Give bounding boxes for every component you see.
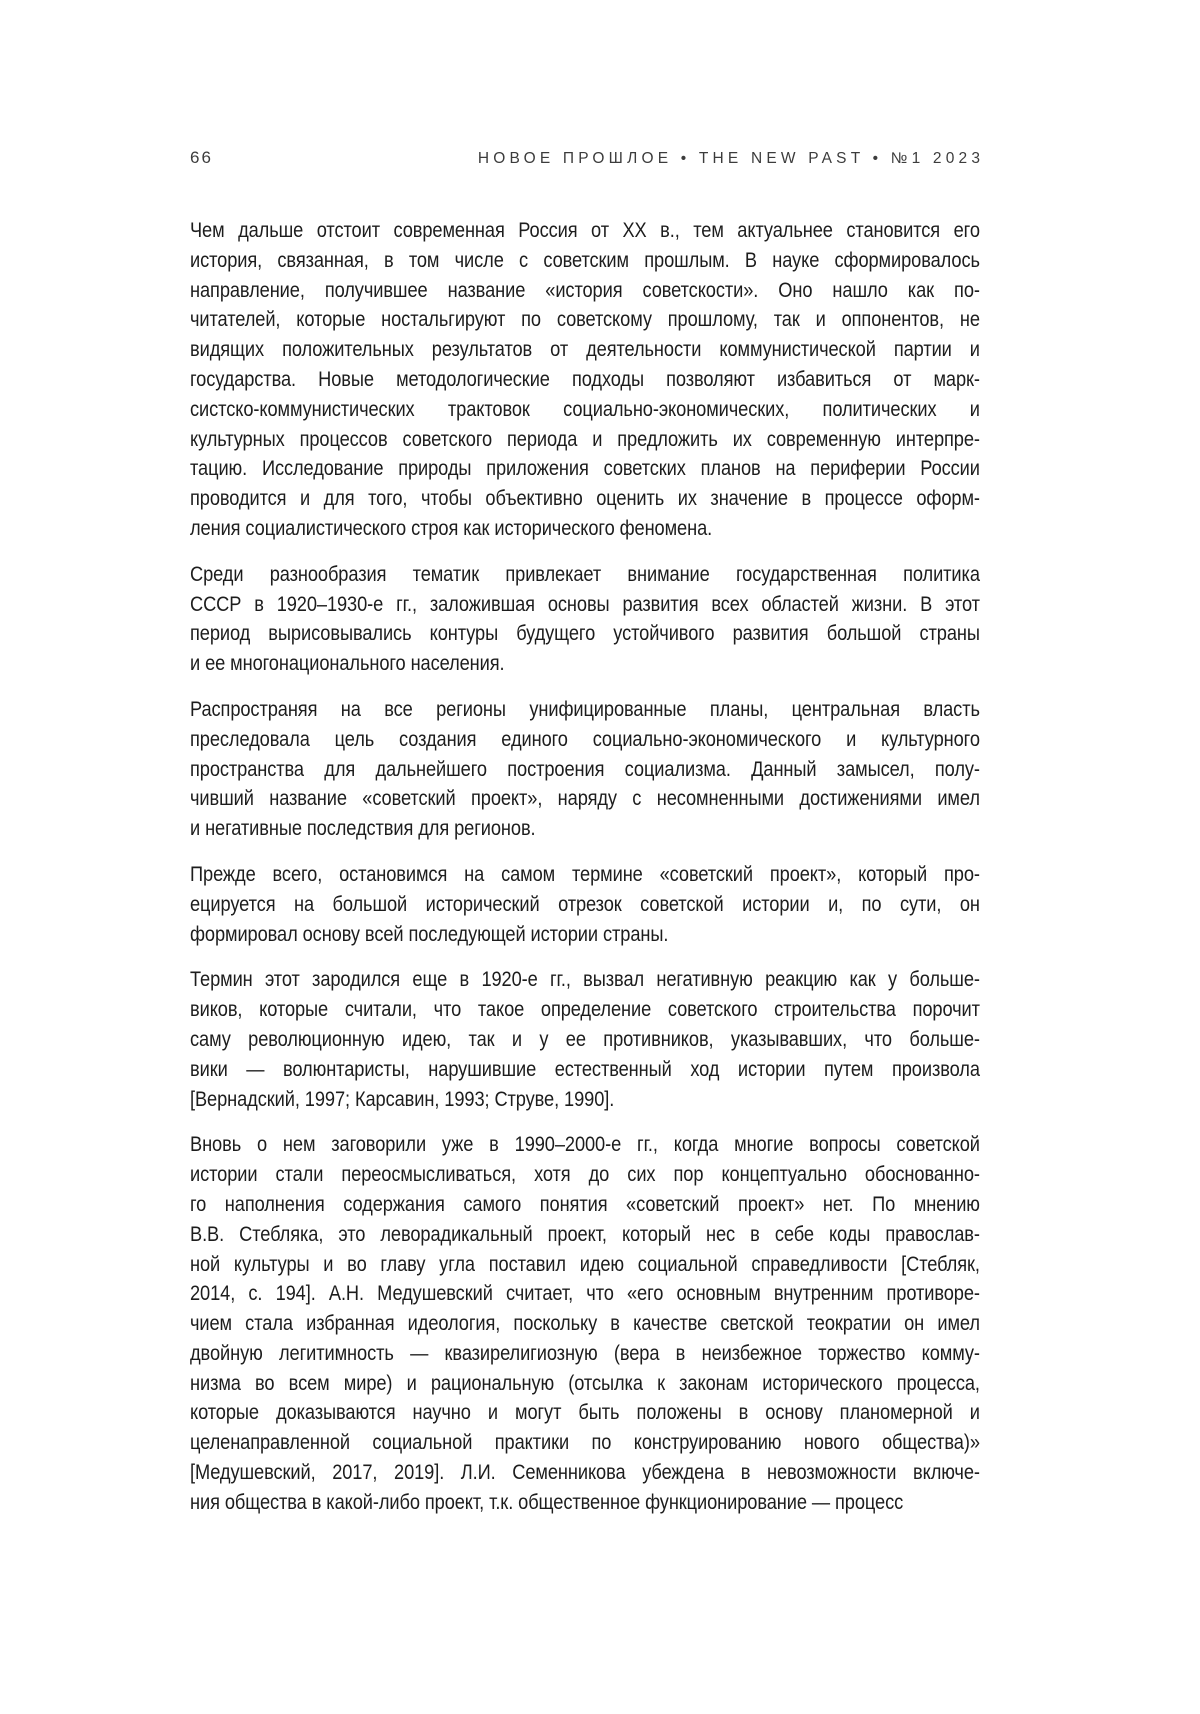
paragraph-line: В.В. Стебляка, это леворадикальный проект, который нес в себе коды православ- [190, 1222, 980, 1246]
running-head [190, 148, 985, 168]
paragraph-line: низма во всем мире) и рациональную (отсылка к законам исторического процесса, [190, 1371, 980, 1395]
paragraph-line: истории стали переосмысливаться, хотя до сих пор концептуально обоснованно- [190, 1163, 980, 1187]
paragraph-line: тацию. Исследование природы приложения советских планов на периферии России [190, 457, 980, 481]
paragraph-line: го наполнения содержания самого понятия «советский проект» нет. По мнению [190, 1192, 980, 1216]
paragraph [190, 560, 980, 679]
paragraph-line: Вновь о нем заговорили уже в 1990–2000-е гг., когда многие вопросы советской [190, 1133, 980, 1157]
paragraph-line: ецируется на большой исторический отрезок советской истории и, по сути, он [190, 892, 980, 916]
paragraph-line: ной культуры и во главу угла поставил идею социальной справедливости [Стебляк, [190, 1252, 980, 1276]
paragraph-line: [Вернадский, 1997; Карсавин, 1993; Струве, 1990]. [190, 1087, 615, 1111]
paragraph-line: вики — волюнтаристы, нарушившие естественный ход истории путем произвола [190, 1057, 980, 1081]
paragraph-line: видящих положительных результатов от деятельности коммунистической партии и [190, 338, 980, 362]
paragraph-line: чием стала избранная идеология, поскольку в качестве светской теократии он имел [190, 1312, 980, 1336]
paragraph-line: ния общества в какой-либо проект, т.к. общественное функционирование — процесс [190, 1490, 904, 1514]
journal-title: НОВОЕ ПРОШЛОЕ • THE NEW PAST • №1 2023 [477, 150, 985, 167]
paragraph-line: история, связанная, в том числе с советским прошлым. В науке сформировалось [190, 248, 980, 272]
paragraph-line: 2014, с. 194]. А.Н. Медушевский считает, что «его основным внутренним противоре- [190, 1282, 980, 1306]
paragraph-line: пространства для дальнейшего построения социализма. Данный замысел, полу- [190, 757, 980, 781]
paragraph-line: чивший название «советский проект», наряду с несомненными достижениями имел [190, 787, 980, 811]
paragraph-line: государства. Новые методологические подходы позволяют избавиться от марк- [190, 367, 980, 391]
paragraph-line: преследовала цель создания единого социально-экономического и культурного [190, 727, 980, 751]
paragraph-line: и негативные последствия для регионов. [190, 817, 536, 841]
paragraph-line: период вырисовывались контуры будущего устойчивого развития большой страны [190, 622, 980, 646]
paragraph-line: ления социалистического строя как исторического феномена. [190, 516, 713, 540]
paragraph-line: культурных процессов советского периода и предложить их современную интерпре- [190, 427, 980, 451]
article-body [190, 216, 980, 1518]
paragraph [190, 965, 980, 1114]
paragraph-line: Термин этот зародился еще в 1920-е гг., вызвал негативную реакцию как у больше- [190, 968, 980, 992]
paragraph-line: и ее многонационального населения. [190, 652, 505, 676]
paragraph-line: Прежде всего, остановимся на самом термине «советский проект», который про- [190, 862, 980, 886]
page-number: 66 [190, 148, 213, 167]
paragraph-line: Распространяя на все регионы унифицированные планы, центральная власть [190, 697, 980, 721]
paragraph-line: направление, получившее название «история советскости». Оно нашло как по- [190, 278, 980, 302]
paragraph-line: Чем дальше отстоит современная Россия от XX в., тем актуальнее становится его [190, 219, 980, 242]
paragraph-line: которые доказываются научно и могут быть положены в основу планомерной и [190, 1401, 980, 1425]
paragraph-line: СССР в 1920–1930-е гг., заложившая основы развития всех областей жизни. В этот [190, 592, 980, 616]
paragraph [190, 860, 980, 949]
paragraph-line: саму революционную идею, так и у ее противников, указывавших, что больше- [190, 1027, 980, 1051]
paragraph-line: проводится и для того, чтобы объективно оценить их значение в процессе оформ- [190, 487, 980, 511]
paragraph-line: формировал основу всей последующей истории страны. [190, 922, 669, 946]
paragraph [190, 1130, 980, 1517]
paragraph [190, 695, 980, 844]
paragraph-line: целенаправленной социальной практики по конструированию нового общества)» [190, 1431, 980, 1455]
article-text-block [190, 216, 980, 1518]
paragraph-line: [Медушевский, 2017, 2019]. Л.И. Семенникова убеждена в невозможности включе- [190, 1461, 980, 1485]
paragraph-line: виков, которые считали, что такое определение советского строительства порочит [190, 998, 980, 1022]
paragraph-line: читателей, которые ностальгируют по советскому прошлому, так и оппонентов, не [190, 308, 980, 332]
paragraph-line: Среди разнообразия тематик привлекает внимание государственная политика [190, 562, 980, 586]
paragraph-line: систско-коммунистических трактовок социально-экономических, политических и [190, 397, 980, 421]
paragraph-line: двойную легитимность — квазирелигиозную (вера в неизбежное торжество комму- [190, 1341, 980, 1365]
paragraph [190, 216, 980, 544]
